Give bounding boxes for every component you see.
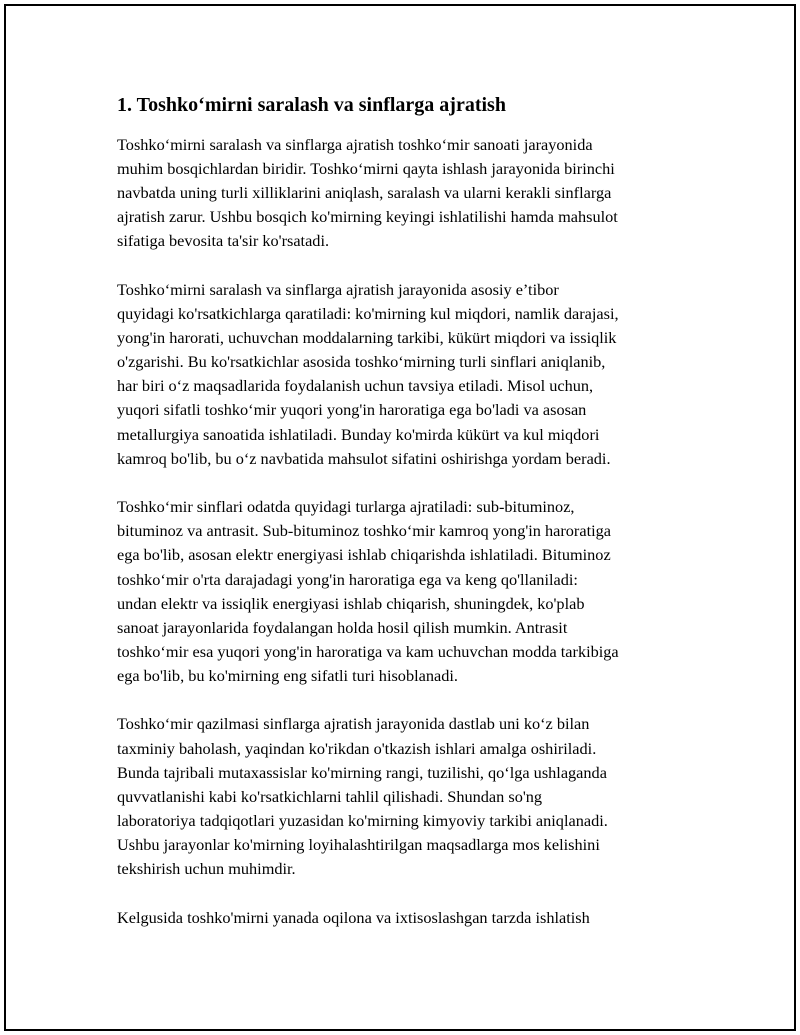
text-line: toshko‘mir esa yuqori yong'in haroratiga va kam uchuvchan modda tarkibiga [117,641,619,661]
text-line: sanoat jarayonlarida foydalangan holda hosil qilish mumkin. Antrasit [117,617,568,637]
text-line: kamroq bo'lib, bu o‘z navbatida mahsulot sifatini oshirishga yordam beradi. [117,448,611,468]
text-line: ega bo'lib, bu ko'mirning eng sifatli turi hisoblanadi. [117,665,458,685]
text-line: ajratish zarur. Ushbu bosqich ko'mirning keyingi ishlatilishi hamda mahsulot [117,207,618,227]
text-line: Kelgusida toshko'mirni yanada oqilona va ixtisoslashgan tarzda ishlatish [117,907,590,927]
text-line: muhim bosqichlardan biridir. Toshko‘mirni qayta ishlash jarayonida birinchi [117,159,615,179]
text-line: yuqori sifatli toshko‘mir yuqori yong'in haroratiga ega bo'ladi va asosan [117,400,587,420]
text-line: toshko‘mir o'rta darajadagi yong'in haroratiga ega va keng qo'llaniladi: [117,569,578,589]
text-line: o'zgarishi. Bu ko'rsatkichlar asosida toshko‘mirning turli sinflari aniqlanib, [117,352,606,372]
paragraph-4 [117,712,692,881]
text-line: ega bo'lib, asosan elektr energiyasi ishlab chiqarishda ishlatiladi. Bituminoz [117,545,611,565]
text-line: tekshirish uchun muhimdir. [117,859,296,879]
paragraph-3 [117,495,692,688]
text-line: laboratoriya tadqiqotlari yuzasidan ko'mirning kimyoviy tarkibi aniqlanadi. [117,810,608,830]
text-line: undan elektr va issiqlik energiyasi ishlab chiqarish, shuningdek, ko'plab [117,593,585,613]
text-line: bituminoz va antrasit. Sub-bituminoz toshko‘mir kamroq yong'in haroratiga [117,521,611,541]
section-heading: 1. Toshko‘mirni saralash va sinflarga ajratish [117,94,506,116]
paragraph-5 [117,906,692,930]
text-line: yong'in harorati, uchuvchan moddalarning tarkibi, kükürt miqdori va issiqlik [117,328,617,348]
document-body [117,93,692,954]
text-line: Toshko‘mirni saralash va sinflarga ajratish jarayonida asosiy e’tibor [117,279,559,299]
text-line: Bunda tajribali mutaxassislar ko'mirning rangi, tuzilishi, qo‘lga ushlaganda [117,762,607,782]
text-line: Toshko‘mir qazilmasi sinflarga ajratish jarayonida dastlab uni ko‘z bilan [117,714,590,734]
text-line: Toshko‘mir sinflari odatda quyidagi turlarga ajratiladi: sub-bituminoz, [117,497,575,517]
text-line: metallurgiya sanoatida ishlatiladi. Bunday ko'mirda kükürt va kul miqdori [117,424,600,444]
text-line: Toshko‘mirni saralash va sinflarga ajratish toshko‘mir sanoati jarayonida [117,135,593,154]
text-line: navbatda uning turli xilliklarini aniqlash, saralash va ularni kerakli sinflarga [117,183,612,203]
text-line: har biri o‘z maqsadlarida foydalanish uchun tavsiya etiladi. Misol uchun, [117,376,594,396]
text-line: quyidagi ko'rsatkichlarga qaratiladi: ko'mirning kul miqdori, namlik darajasi, [117,304,619,324]
paragraph-2 [117,278,692,471]
text-line: quvvatlanishi kabi ko'rsatkichlarni tahlil qilishadi. Shundan so'ng [117,786,543,806]
paragraph-1 [117,133,692,253]
text-line: taxminiy baholash, yaqindan ko'rikdan o'tkazish ishlari amalga oshiriladi. [117,738,597,758]
text-line: Ushbu jarayonlar ko'mirning loyihalashtirilgan maqsadlarga mos kelishini [117,834,600,854]
text-line: sifatiga bevosita ta'sir ko'rsatadi. [117,231,330,251]
